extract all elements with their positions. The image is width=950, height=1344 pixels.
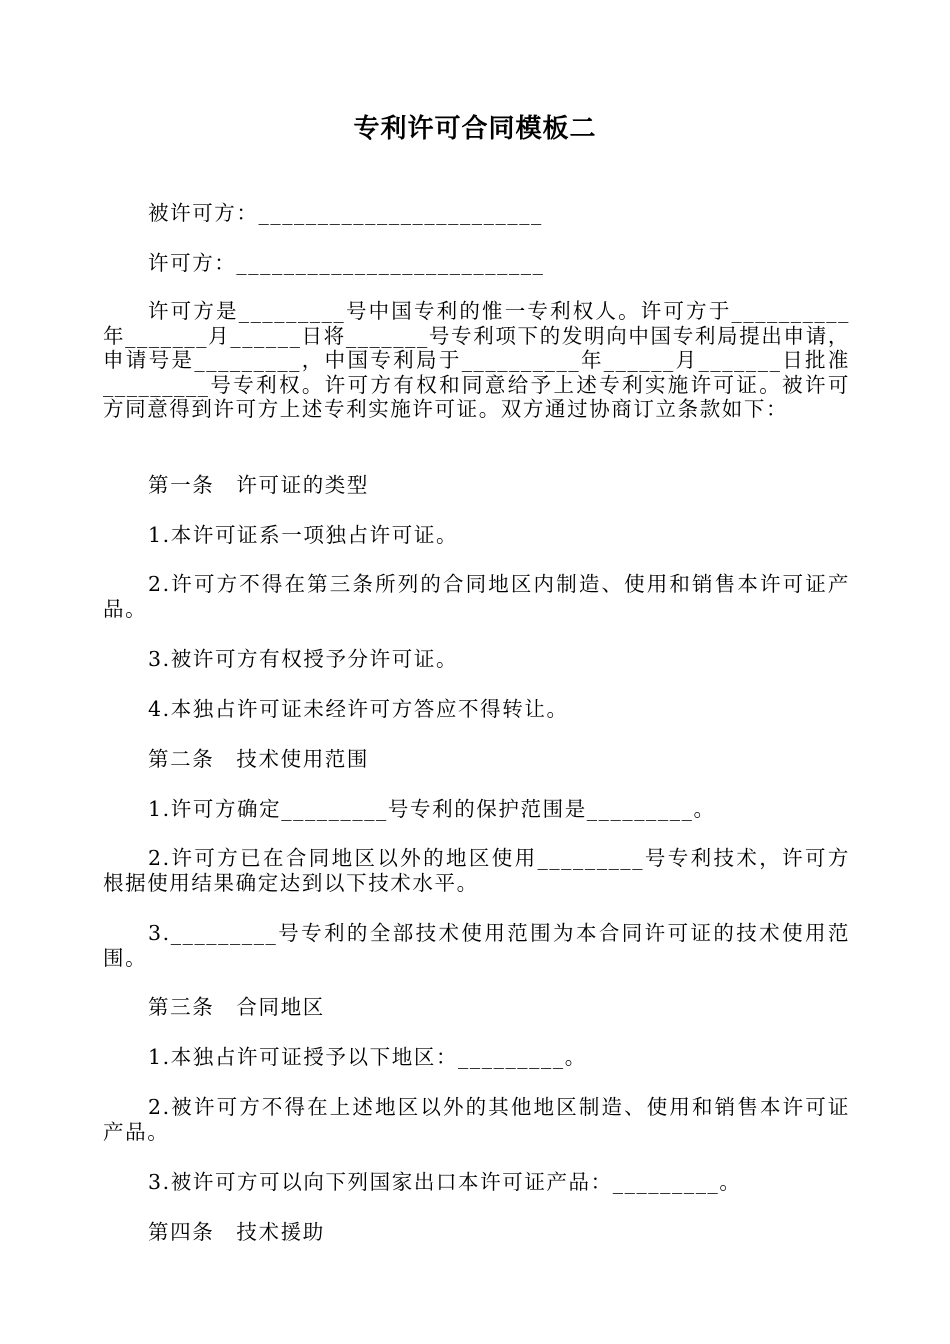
article2-heading: 第二条 技术使用范围 bbox=[148, 747, 369, 771]
licensor-line: 许可方：__________________________ bbox=[148, 251, 545, 275]
article3-item-2: 2.被许可方不得在上述地区以外的其他地区制造、使用和销售本许可证产品。 bbox=[103, 1095, 850, 1144]
article3-item-1: 1.本独占许可证授予以下地区：_________。 bbox=[148, 1045, 587, 1069]
article4-heading: 第四条 技术援助 bbox=[148, 1220, 325, 1244]
article2-item-2: 2.许可方已在合同地区以外的地区使用_________号专利技术，许可方根据使用结果确定达到以下技术水平。 bbox=[103, 846, 850, 895]
preamble-paragraph: 许可方是_________号中国专利的惟一专利权人。许可方于__________年_______月______日将_______号专利项下的发明向中国专利局提出申请，申请号是_________，中国专利局于__________年______月_______日批准_________号专利权。许可方有权和同意给予上述专利实施许可证。被许可方同意得到许可方上述专利实施许可证。双方通过协商订立条款如下： bbox=[103, 299, 850, 421]
article2-item-3: 3._________号专利的全部技术使用范围为本合同许可证的技术使用范围。 bbox=[103, 921, 850, 970]
article1-heading: 第一条 许可证的类型 bbox=[148, 473, 369, 497]
article2-item-1: 1.许可方确定_________号专利的保护范围是_________。 bbox=[148, 797, 716, 821]
article1-item-4: 4.本独占许可证未经许可方答应不得转让。 bbox=[148, 697, 569, 721]
document-title: 专利许可合同模板二 bbox=[353, 114, 597, 144]
article3-heading: 第三条 合同地区 bbox=[148, 995, 325, 1019]
article3-item-3: 3.被许可方可以向下列国家出口本许可证产品：_________。 bbox=[148, 1170, 742, 1194]
licensee-line: 被许可方：________________________ bbox=[148, 201, 543, 225]
article1-item-1: 1.本许可证系一项独占许可证。 bbox=[148, 523, 459, 547]
article1-item-2: 2.许可方不得在第三条所列的合同地区内制造、使用和销售本许可证产品。 bbox=[103, 572, 850, 621]
article1-item-3: 3.被许可方有权授予分许可证。 bbox=[148, 647, 459, 671]
